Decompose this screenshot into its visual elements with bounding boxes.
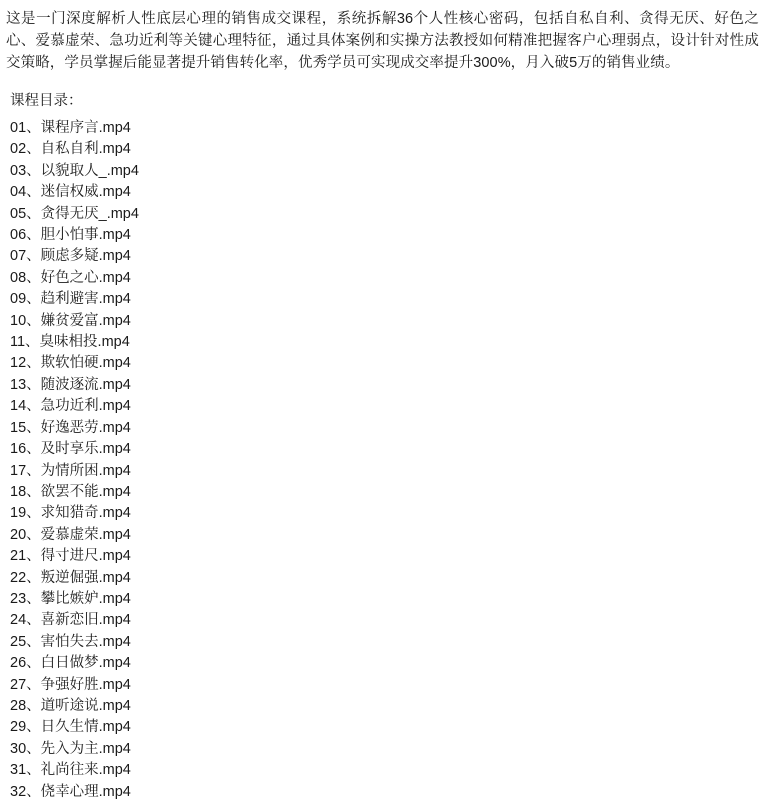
toc-item: 15、好逸恶劳.mp4	[10, 419, 131, 436]
toc-item: 31、礼尚往来.mp4	[10, 762, 131, 779]
toc-item: 01、课程序言.mp4	[10, 120, 131, 136]
toc-item: 21、得寸进尺.mp4	[10, 548, 131, 565]
toc-item: 32、侥幸心理.mp4	[10, 783, 131, 800]
toc-item: 12、欺软怕硬.mp4	[10, 355, 131, 372]
toc-item: 16、及时享乐.mp4	[10, 441, 131, 458]
toc-item: 28、道听途说.mp4	[10, 697, 131, 714]
toc-item: 29、日久生情.mp4	[10, 719, 131, 736]
toc-item: 20、爱慕虚荣.mp4	[10, 526, 131, 543]
toc-item: 17、为情所困.mp4	[10, 462, 131, 479]
course-description: 这是一门深度解析人性底层心理的销售成交课程，系统拆解36个人性核心密码，包括自私自利、贪得无厌、好色之心、爱慕虚荣、急功近利等关键心理特征，通过具体案例和实操方法教授如何精准把握客户心理弱点，设计针对性成交策略，学员掌握后能显著提升销售转化率，优秀学员可实现成交率提升300%，月入破5万的销售业绩。	[6, 11, 759, 71]
toc-item: 13、随波逐流.mp4	[10, 376, 131, 393]
toc-item: 06、胆小怕事.mp4	[10, 227, 131, 244]
toc-item: 26、白日做梦.mp4	[10, 655, 131, 672]
toc-item: 24、喜新恋旧.mp4	[10, 612, 131, 629]
toc-item: 19、求知猎奇.mp4	[10, 505, 131, 522]
toc-item: 04、迷信权威.mp4	[10, 184, 131, 201]
toc-item: 09、趋利避害.mp4	[10, 291, 131, 308]
toc-item: 25、害怕失去.mp4	[10, 633, 131, 650]
toc-item: 08、好色之心.mp4	[10, 269, 131, 286]
toc-item: 14、急功近利.mp4	[10, 398, 131, 415]
toc-item: 11、臭味相投.mp4	[10, 334, 130, 351]
toc-item: 27、争强好胜.mp4	[10, 676, 131, 693]
toc-item: 03、以貌取人_.mp4	[10, 162, 139, 179]
toc-item: 02、自私自利.mp4	[10, 141, 131, 158]
toc-heading: 课程目录：	[10, 93, 83, 109]
toc-item: 07、顾虑多疑.mp4	[10, 248, 131, 265]
toc-item: 10、嫌贫爱富.mp4	[10, 312, 131, 329]
toc-item: 18、欲罢不能.mp4	[10, 483, 131, 500]
toc-item: 23、攀比嫉妒.mp4	[10, 590, 131, 607]
toc-item: 22、叛逆倔强.mp4	[10, 569, 131, 586]
toc-item: 05、贪得无厌_.mp4	[10, 205, 139, 222]
course-toc-list	[6, 118, 759, 803]
toc-item: 30、先入为主.mp4	[10, 740, 131, 757]
